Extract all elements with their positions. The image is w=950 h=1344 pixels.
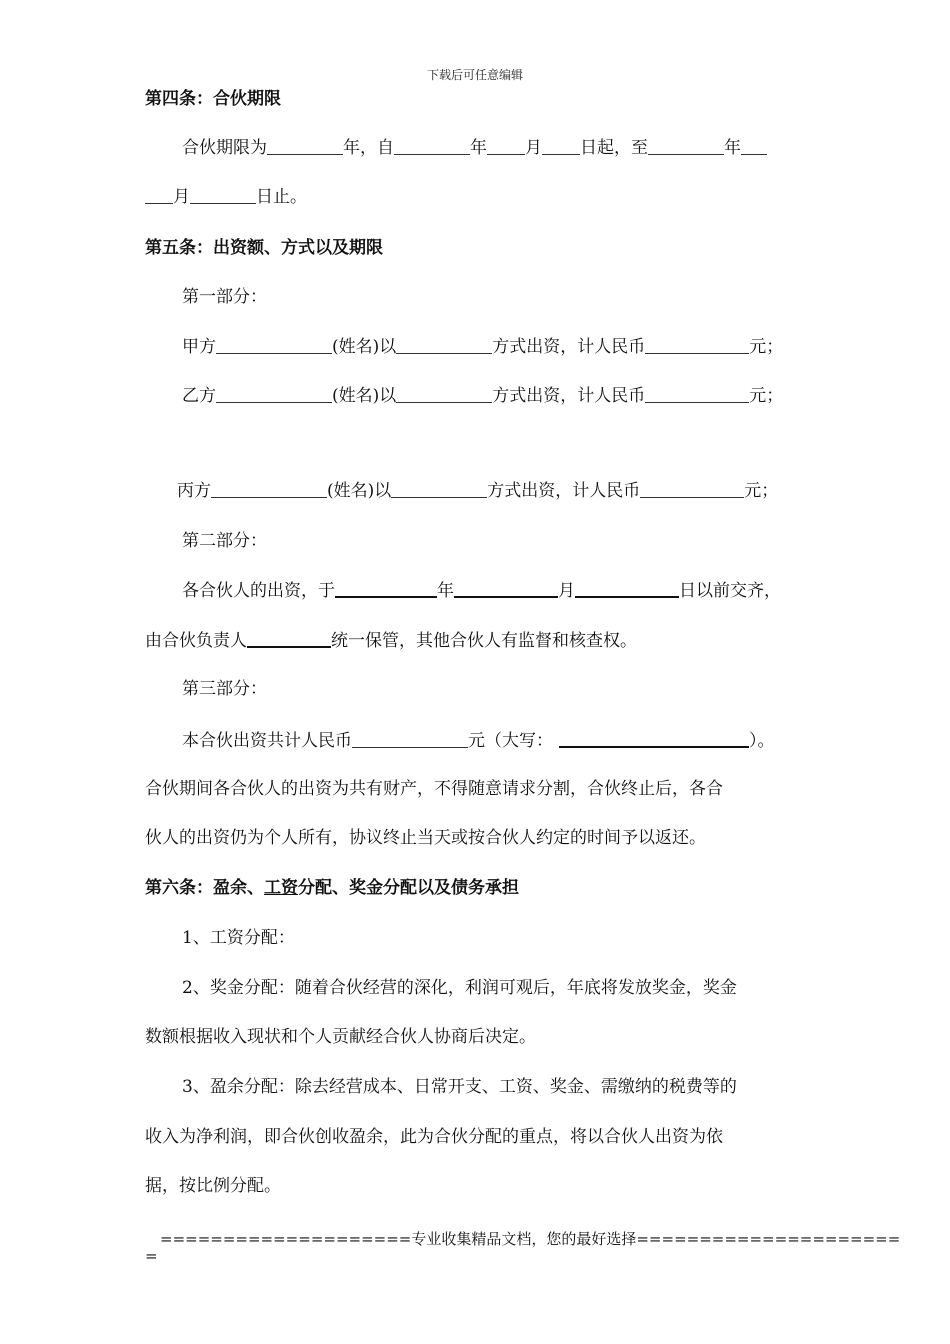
blank-bing-method[interactable]: [391, 479, 487, 498]
header-watermark: 下载后可任意编辑: [426, 68, 523, 82]
blank-due-year[interactable]: [335, 578, 437, 598]
footer-line1: ====================专业收集精品文档，您的最好选择=====================: [160, 1230, 901, 1248]
party-jia-line: 甲方 (姓名)以 方式出资，计人民币 元；: [182, 337, 784, 357]
part2-line2: 由合伙负责人 统一保管，其他合伙人有监督和核查权。: [145, 628, 637, 653]
blank-due-month[interactable]: [454, 578, 558, 598]
item2-line2: 数额根据收入现状和个人贡献经合伙人协商后决定。: [145, 1027, 536, 1047]
blank-end-day[interactable]: [190, 185, 256, 204]
link-salary[interactable]: 工资: [264, 878, 298, 898]
part2-line1: 各合伙人的出资，于 年 月 日以前交齐，: [182, 578, 781, 603]
item3-line3: 据，按比例分配。: [145, 1176, 281, 1196]
blank-amount-capital[interactable]: [559, 728, 749, 748]
party-bing-line: 丙方 (姓名)以 方式出资，计人民币 元；: [177, 481, 779, 501]
blank-start-day[interactable]: [542, 136, 580, 155]
item3-line1: 3、盈余分配：除去经营成本、日常开支、工资、奖金、需缴纳的税费等的: [182, 1077, 737, 1097]
blank-jia-method[interactable]: [396, 335, 492, 354]
article4-line1: 合伙期限为 年，自 年 月 日起，至 年: [182, 136, 767, 160]
blank-yi-amount[interactable]: [645, 384, 749, 403]
blank-bing-amount[interactable]: [640, 479, 744, 498]
part3-line3: 伙人的出资仍为个人所有，协议终止当天或按合伙人约定的时间予以返还。: [145, 828, 706, 848]
blank-start-month[interactable]: [487, 136, 525, 155]
blank-end-year[interactable]: [648, 136, 724, 155]
blank-end-month-part2[interactable]: [145, 185, 173, 204]
blank-jia-amount[interactable]: [645, 335, 749, 354]
article4-line2: 月 日止。: [145, 185, 307, 209]
article6-title: 第六条：盈余、工资分配、奖金分配以及债务承担: [145, 878, 519, 898]
article4-title: 第四条：合伙期限: [145, 89, 281, 109]
item3-line2: 收入为净利润，即合伙创收盈余，此为合伙分配的重点，将以合伙人出资为依: [145, 1127, 723, 1147]
part2-label: 第二部分：: [182, 531, 267, 551]
blank-yi-name[interactable]: [216, 384, 332, 403]
part3-label: 第三部分：: [182, 679, 267, 699]
item1: 1、工资分配：: [182, 928, 295, 948]
footer-line2: =: [145, 1247, 158, 1265]
blank-term-years[interactable]: [267, 136, 343, 155]
blank-total-amount[interactable]: [352, 729, 468, 748]
blank-jia-name[interactable]: [216, 335, 332, 354]
blank-end-month-part1[interactable]: [741, 136, 767, 155]
part1-label: 第一部分：: [182, 287, 267, 307]
blank-due-day[interactable]: [575, 578, 679, 598]
article5-title: 第五条：出资额、方式以及期限: [145, 238, 383, 258]
blank-yi-method[interactable]: [396, 384, 492, 403]
blank-start-year[interactable]: [394, 136, 470, 155]
blank-responsible-person[interactable]: [247, 628, 331, 648]
item2-line1: 2、奖金分配：随着合伙经营的深化，利润可观后，年底将发放奖金，奖金: [182, 978, 737, 998]
part3-line1: 本合伙出资共计人民币 元（大写： ）。: [182, 728, 775, 753]
blank-bing-name[interactable]: [211, 479, 327, 498]
part3-line2: 合伙期间各合伙人的出资为共有财产，不得随意请求分割，合伙终止后，各合: [145, 779, 723, 799]
party-yi-line: 乙方 (姓名)以 方式出资，计人民币 元；: [182, 386, 784, 406]
